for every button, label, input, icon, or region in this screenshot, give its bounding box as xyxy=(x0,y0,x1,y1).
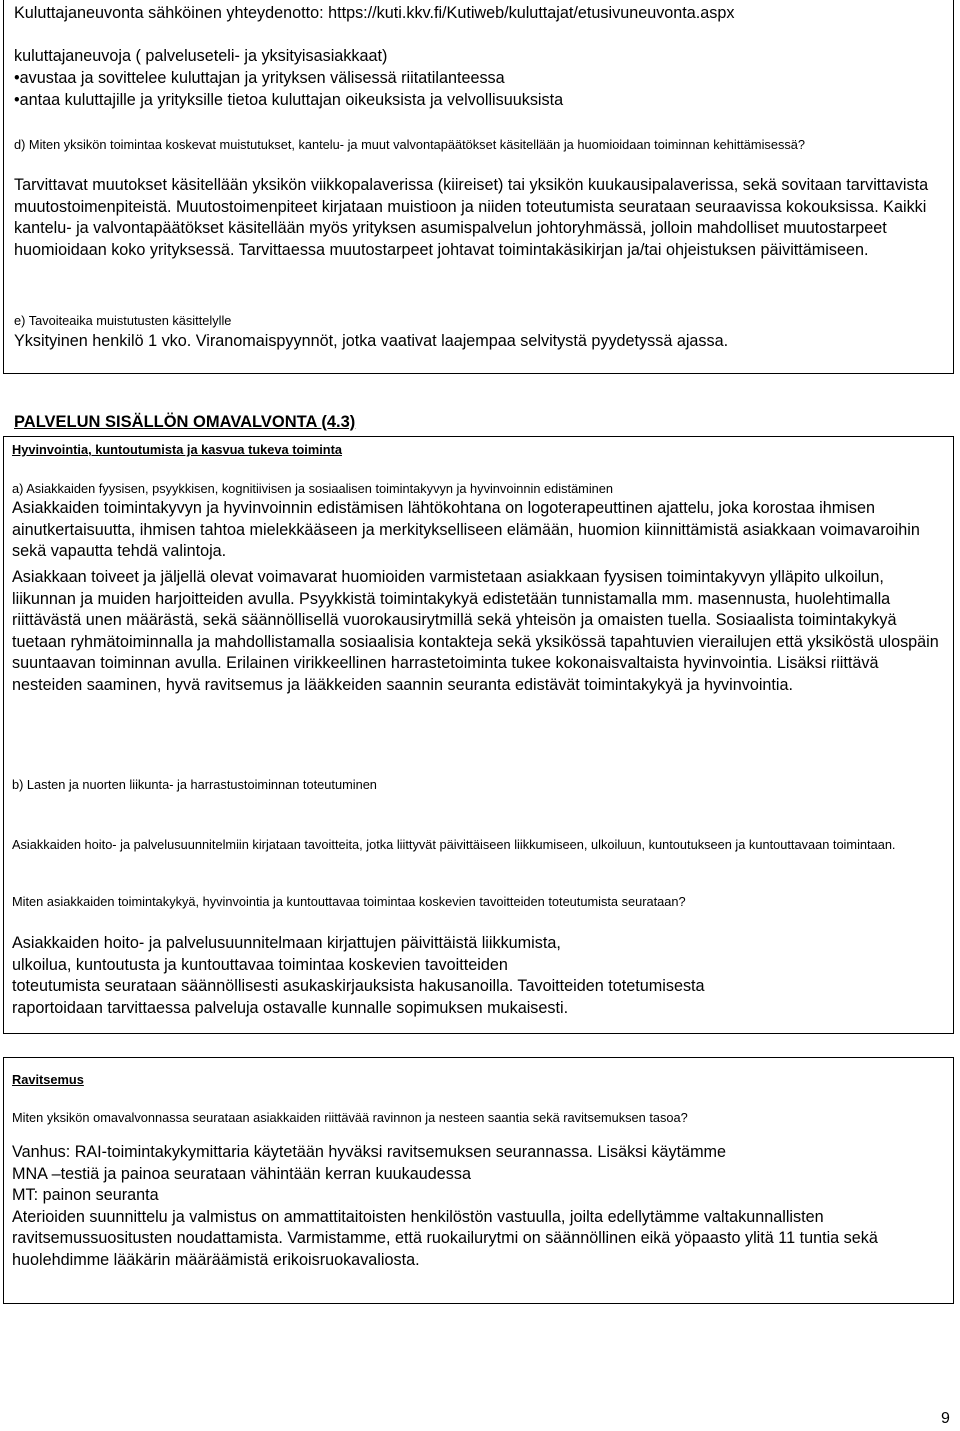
wellbeing-heading: Hyvinvointia, kuntoutumista ja kasvua tukeva toiminta xyxy=(12,442,342,457)
question-e: e) Tavoiteaika muistutusten käsittelylle xyxy=(14,313,232,328)
answer-d: Tarvittavat muutokset käsitellään yksikön viikkopalaverissa (kiireiset) tai yksikön kuukausipalaverissa, sekä sovitaan tarvittavista muutostoimenpiteistä. Muutostoimenpiteet kirjataan muistioon ja niiden toteutumista seurataan seuraavissa kokouksissa. Kaikki kantelu- ja valvontapäätökset käsitellään myös yrityksen asumispalvelun johtoryhmässä, jolloin mahdolliset muutostarpeet huomioidaan koko yrityksessä. Tarvittaessa muutostarpeet johtavat toimintakäsikirjan ja/tai ohjeistuksen päivittämiseen. xyxy=(14,176,929,259)
consumer-advisor-intro: kuluttajaneuvoja ( palveluseteli- ja yksityisasiakkaat) xyxy=(14,47,388,65)
answer-goals xyxy=(12,933,942,1019)
answer-line: MT: painon seuranta xyxy=(12,1186,159,1205)
nutrition-heading: Ravitsemus xyxy=(12,1072,84,1087)
answer-e: Yksityinen henkilö 1 vko. Viranomaispyynnöt, jotka vaativat laajempaa selvitystä pyydetyssä ajassa. xyxy=(14,332,729,350)
wellbeing-box xyxy=(3,436,954,1034)
answer-paragraph: Aterioiden suunnittelu ja valmistus on ammattitaitoisten henkilöstön vastuulla, joilta edellytämme valtakunnallisten ravitsemussuositusten noudattamista. Varmistamme, että ruokailurytmi on säännöllinen eikä yöpaasto ylitä 11 tuntia sekä huolehdimme lääkärin määräämistä erikoisruokavaliosta. xyxy=(12,1207,878,1269)
answer-line: Asiakkaiden hoito- ja palvelusuunnitelmaan kirjattujen päivittäistä liikkumista, xyxy=(12,934,561,952)
page-number: 9 xyxy=(941,1410,950,1427)
question-goals: Miten asiakkaiden toimintakykyä, hyvinvointia ja kuntouttavaa toimintaa koskevien tavoitteiden toteutumista seurataan? xyxy=(12,894,686,909)
answer-line: ulkoilua, kuntoutusta ja kuntouttavaa toimintaa koskevien tavoitteiden xyxy=(12,955,508,974)
nutrition-answer xyxy=(12,1142,942,1272)
answer-line: Vanhus: RAI-toimintakykymittaria käytetään hyväksi ravitsemuksen seurannassa. Lisäksi käytämme xyxy=(12,1143,727,1161)
section-title: PALVELUN SISÄLLÖN OMAVALVONTA (4.3) xyxy=(14,413,356,431)
question-a: a) Asiakkaiden fyysisen, psyykkisen, kognitiivisen ja sosiaalisen toimintakyvyn ja hyvinvoinnin edistäminen xyxy=(12,481,614,496)
answer-line: raportoidaan tarvittaessa palveluja ostavalle kunnalle sopimuksen mukaisesti. xyxy=(12,998,569,1017)
consumer-advice-contact-line: Kuluttajaneuvonta sähköinen yhteydenotto: https://kuti.kkv.fi/Kutiweb/kuluttajat/etusivuneuvonta.aspx xyxy=(14,4,735,22)
question-d: d) Miten yksikön toimintaa koskevat muistutukset, kantelu- ja muut valvontapäätökset käsitellään ja huomioidaan toiminnan kehittämisessä? xyxy=(14,137,805,152)
answer-a-paragraph-2: Asiakkaan toiveet ja jäljellä olevat voimavarat huomioiden varmistetaan asiakkaan fyysisen toimintakyvyn ylläpito ulkoilun, liikunnan ja muiden harjoitteiden avulla. Psyykkistä toimintakykyä edistetään tunnistamalla mm. masennusta, huolehtimalla riittävästä unen määrästä, sekä säännöllisellä vuorokausirytmillä sekä yhteisön ja omaisten tuella. Sosiaalista toimintakykyä tuetaan ryhmätoiminnalla ja mahdollistamalla sosiaalisia kontakteja sekä yksikössä tapahtuvien vierailujen että yksiköstä ulospäin suuntaavan toiminnan avulla. Erilainen virikkeellinen harrastetoiminta tukee kokonaisvaltaista hyvinvointia. Lisäksi riittävä nesteiden saaminen, hyvä ravitsemus ja lääkkeiden saannin seuranta edistävät toimintakykyä ja hyvinvointia. xyxy=(12,568,939,694)
answer-a-paragraph-1: Asiakkaiden toimintakyvyn ja hyvinvoinnin edistämisen lähtökohtana on logoterapeuttinen ajattelu, joka korostaa ihmisen ainutkertaisuutta, ihmisen tahtoa mielekkääseen ja merkitykselliseen elämään, huomion kiinnittämistä asiakkaan voimavaroihin sekä vapautta tehdä valintoja. xyxy=(12,499,920,561)
bullet-item: •avustaa ja sovittelee kuluttajan ja yrityksen välisessä riitatilanteessa xyxy=(14,69,505,87)
bullet-item: •antaa kuluttajille ja yrityksille tietoa kuluttajan oikeuksista ja velvollisuuksista xyxy=(14,90,564,109)
nutrition-question: Miten yksikön omavalvonnassa seurataan asiakkaiden riittävää ravinnon ja nesteen saantia sekä ravitsemuksen tasoa? xyxy=(12,1110,688,1125)
answer-line: toteutumista seurataan säännöllisesti asukaskirjauksista hakusanoilla. Tavoitteiden totetumisesta xyxy=(12,977,705,996)
question-b: b) Lasten ja nuorten liikunta- ja harrastustoiminnan toteutuminen xyxy=(12,777,377,792)
nutrition-box xyxy=(3,1057,954,1304)
consumer-advisor-bullets xyxy=(14,68,944,111)
care-plan-note: Asiakkaiden hoito- ja palvelusuunnitelmiin kirjataan tavoitteita, jotka liittyvät päivittäiseen liikkumiseen, ulkoiluun, kuntoutukseen ja kuntouttavaan toimintaan. xyxy=(12,837,896,852)
consumer-advice-box xyxy=(3,0,954,374)
answer-line: MNA –testiä ja painoa seurataan vähintään kerran kuukaudessa xyxy=(12,1164,471,1183)
